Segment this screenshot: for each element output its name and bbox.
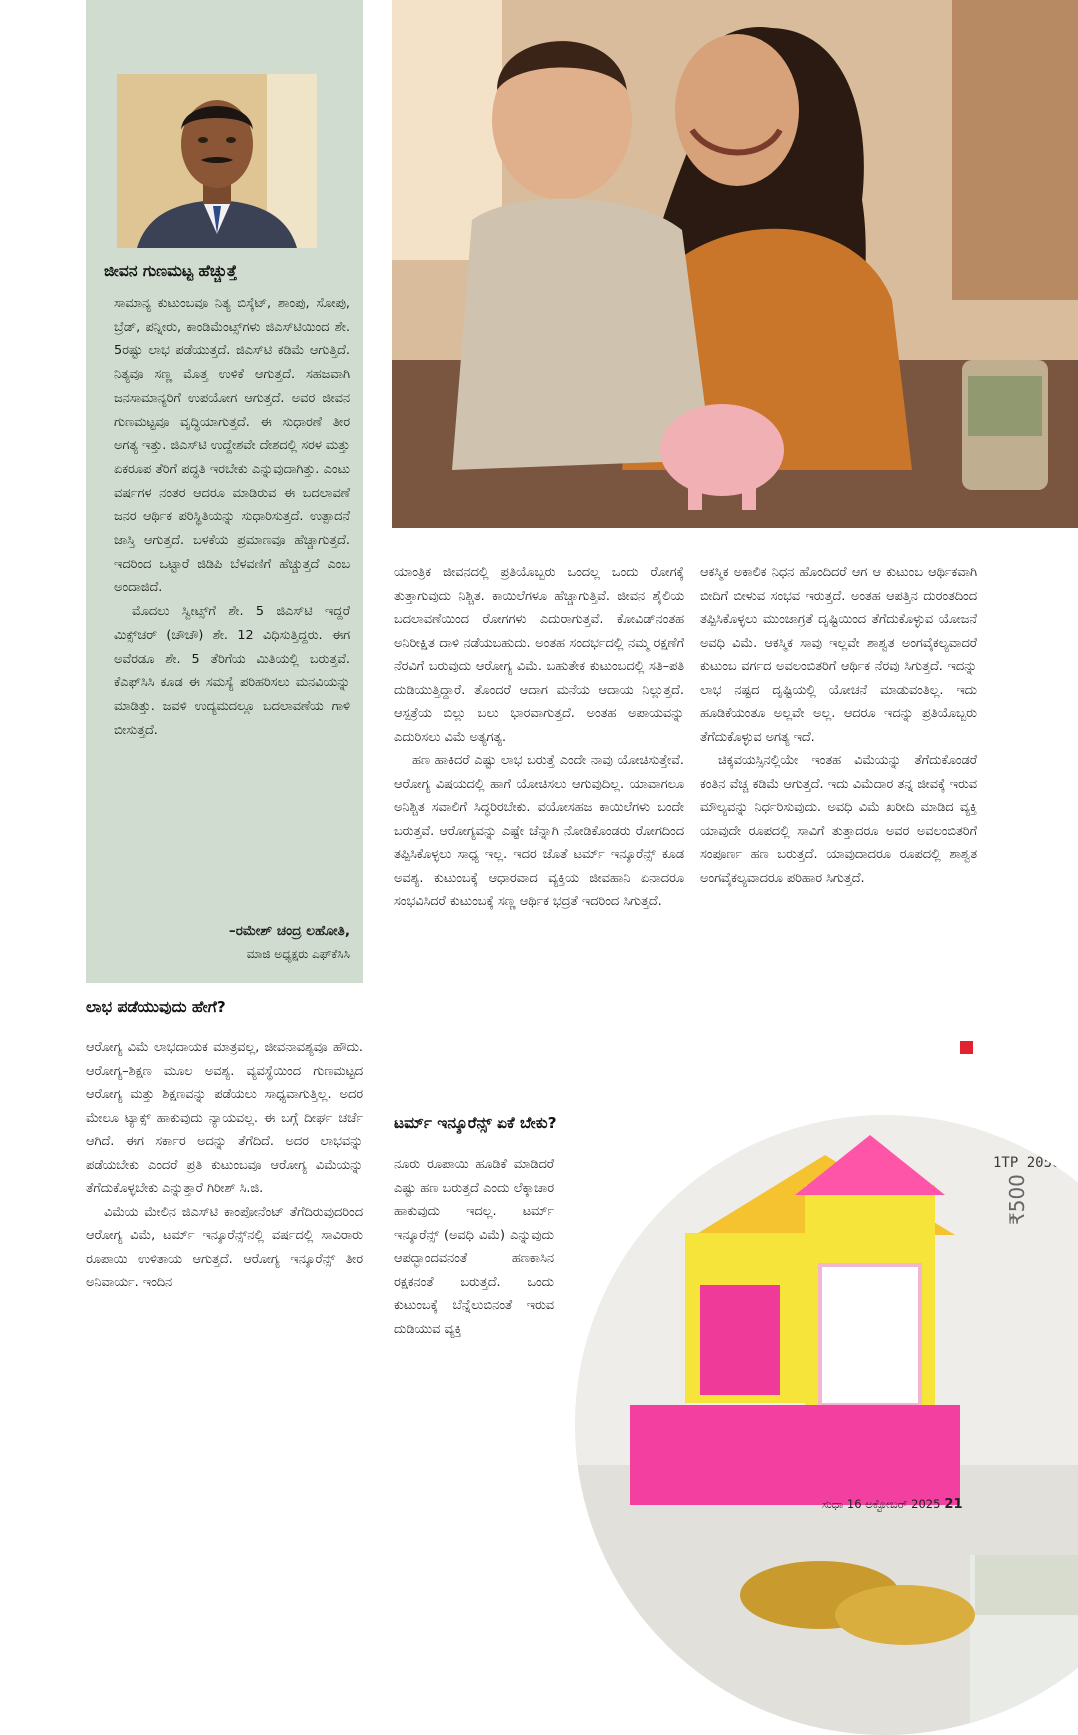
author-designation: ಮಾಜಿ ಅಧ್ಯಕ್ಷರು ಎಫ್‌ಕೆಸಿಸಿ [246, 947, 350, 961]
toy-house-photo [575, 1115, 1078, 1735]
section1-body [86, 1036, 363, 1295]
column3-paragraph: ಚಿಕ್ಕವಯಸ್ಸಿನಲ್ಲಿಯೇ ಇಂತಹ ವಿಮೆಯನ್ನು ತೆಗೆದುಕೊಂಡರೆ ಕಂತಿನ ವೆಚ್ಚ ಕಡಿಮೆ ಆಗುತ್ತದೆ. ಇದು ವಿಮೆದಾರ ತನ್ನ ಜೀವಕ್ಕೆ ಇರುವ ಮೌಲ್ಯವನ್ನು ನಿರ್ಧರಿಸುವುದು. ಅವಧಿ ವಿಮೆ ಖರೀದಿ ಮಾಡಿದ ವ್ಯಕ್ತಿ ಯಾವುದೇ ರೂಪದಲ್ಲಿ ಸಾವಿಗೆ ತುತ್ತಾದರೂ ಅವರ ಅವಲಂಬಿತರಿಗೆ ಸಂಪೂರ್ಣ ಹಣ ಬರುತ್ತದೆ. ಯಾವುದಾದರೂ ರೂಪದಲ್ಲಿ ಶಾಶ್ವತ ಅಂಗವೈಕಲ್ಯವಾದರೂ ಪರಿಹಾರ ಸಿಗುತ್ತದೆ. [700, 753, 977, 886]
column2-paragraph: ಹಣ ಹಾಕಿದರೆ ಎಷ್ಟು ಲಾಭ ಬರುತ್ತೆ ಎಂದೇ ನಾವು ಯೋಚಿಸುತ್ತೇವೆ. ಆರೋಗ್ಯ ವಿಷಯದಲ್ಲಿ ಹಾಗೆ ಯೋಚಿಸಲು ಆಗುವುದಿಲ್ಲ. ಯಾವಾಗಲೂ ಅನಿಶ್ಚಿತ ಸವಾಲಿಗೆ ಸಿದ್ಧರಿರಬೇಕು. ವಯೋಸಹಜ ಕಾಯಿಲೆಗಳು ಬಂದೇ ಬರುತ್ತವೆ. ಆರೋಗ್ಯವನ್ನು ಎಷ್ಟೇ ಚೆನ್ನಾಗಿ ನೋಡಿಕೊಂಡರು ರೋಗದಿಂದ ತಪ್ಪಿಸಿಕೊಳ್ಳಲು ಸಾಧ್ಯ ಇಲ್ಲ. ಇದರ ಜೊತೆ ಟರ್ಮ್ ಇನ್ಶೂರೆನ್ಸ್ ಕೂಡ ಅವಶ್ಯ. ಕುಟುಂಬಕ್ಕೆ ಆಧಾರವಾದ ವ್ಯಕ್ತಿಯ ಜೀವಹಾನಿ ಏನಾದರೂ ಸಂಭವಿಸಿದರೆ ಕುಟುಂಬಕ್ಕೆ ಸಣ್ಣ ಆರ್ಥಿಕ ಭದ್ರತೆ ಇದರಿಂದ ಸಿಗುತ್ತದೆ. [394, 753, 684, 909]
banknote-denomination: ₹500 [1005, 1174, 1029, 1225]
page-folio [822, 1497, 963, 1512]
sidebar-body [114, 292, 350, 742]
section-heading-benefit: ಲಾಭ ಪಡೆಯುವುದು ಹೇಗೆ? [86, 998, 226, 1016]
column2-after-heading: ನೂರು ರೂಪಾಯಿ ಹೂಡಿಕೆ ಮಾಡಿದರೆ ಎಷ್ಟು ಹಣ ಬರುತ್ತದೆ ಎಂದು ಲೆಕ್ಕಾಚಾರ ಹಾಕುವುದು ಇದಲ್ಲ. ಟರ್ಮ್ ಇನ್ಶೂರೆನ್ಸ್ (ಅವಧಿ ವಿಮೆ) ಎನ್ನುವುದು ಆಪದ್ಭಾಂದವನಂತೆ ಹಣಕಾಸಿನ ರಕ್ಷಕನಂತೆ ಬರುತ್ತದೆ. ಒಂದು ಕುಟುಂಬಕ್ಕೆ ಬೆನ್ನೆಲುಬಿನಂತೆ ಇರುವ ದುಡಿಯುವ ವ್ಯಕ್ತಿ [394, 1157, 554, 1337]
mother-child-photo [392, 0, 1078, 528]
mother-child-piggy-bank-icon [392, 0, 1078, 528]
end-mark-square [960, 1041, 973, 1054]
author-portrait [117, 74, 317, 248]
section1-paragraph: ವಿಮೆಯ ಮೇಲಿನ ಜಿಎಸ್‌ಟಿ ಕಾಂಪೋನೆಂಟ್ ತೆಗೆದಿರುವುದರಿಂದ ಆರೋಗ್ಯ ವಿಮೆ, ಟರ್ಮ್ ಇನ್ಶೂರೆನ್ಸ್‌ನಲ್ಲಿ ವರ್ಷದಲ್ಲಿ ಸಾವಿರಾರು ರೂಪಾಯಿ ಉಳಿತಾಯ ಆಗುತ್ತದೆ. ಆರೋಗ್ಯ ಇನ್ಶೂರೆನ್ಸ್ ತೀರ ಅನಿವಾರ್ಯ. ಇಂದಿನ [86, 1204, 363, 1290]
page-number: 21 [944, 1497, 963, 1512]
banknote-serial: 1TP 20560 [993, 1155, 1069, 1171]
column3-body [700, 561, 977, 890]
column2-paragraph: ಯಾಂತ್ರಿಕ ಜೀವನದಲ್ಲಿ ಪ್ರತಿಯೊಬ್ಬರು ಒಂದಲ್ಲ ಒಂದು ರೋಗಕ್ಕೆ ತುತ್ತಾಗುವುದು ನಿಶ್ಚಿತ. ಕಾಯಿಲೆಗಳೂ ಹೆಚ್ಚಾಗುತ್ತಿವೆ. ಜೀವನ ಶೈಲಿಯ ಬದಲಾವಣೆಯಿಂದ ರೋಗಗಳು ಎದುರಾಗುತ್ತವೆ. ಕೋವಿಡ್‌ನಂತಹ ಅನಿರೀಕ್ಷಿತ ದಾಳಿ ನಡೆಯಬಹುದು. ಅಂತಹ ಸಂದರ್ಭದಲ್ಲಿ ನಮ್ಮ ರಕ್ಷಣೆಗೆ ನೆರವಿಗೆ ಬರುವುದು ಆರೋಗ್ಯ ವಿಮೆ. ಬಹುತೇಕ ಕುಟುಂಬದಲ್ಲಿ ಸತಿ–ಪತಿ ದುಡಿಯುತ್ತಿದ್ದಾರೆ. ತೊಂದರೆ ಆದಾಗ ಮನೆಯ ಆದಾಯ ನಿಲ್ಲುತ್ತದೆ. ಆಸ್ಪತ್ರೆಯ ಬಿಲ್ಲು ಬಲು ಭಾರವಾಗುತ್ತದೆ. ಅಂತಹ ಅಪಾಯವನ್ನು ಎದುರಿಸಲು ವಿಮೆ ಅತ್ಯಗತ್ಯ. [394, 565, 684, 745]
man-portrait-icon [117, 74, 317, 248]
banknote-text: भारतीय रिज़र्व [1000, 1122, 1061, 1136]
column3-paragraph: ಆಕಸ್ಮಿಕ ಅಕಾಲಿಕ ನಿಧನ ಹೊಂದಿದರೆ ಆಗ ಆ ಕುಟುಂಬ ಆರ್ಥಿಕವಾಗಿ ಬೀದಿಗೆ ಬೀಳುವ ಸಂಭವ ಇರುತ್ತದೆ. ಅಂತಹ ಆಪತ್ತಿನ ದುರಂತದಿಂದ ತಪ್ಪಿಸಿಕೊಳ್ಳಲು ಮುಂಜಾಗ್ರತೆ ದೃಷ್ಟಿಯಿಂದ ತೆಗೆದುಕೊಳ್ಳುವ ಯೋಜನೆ ಅವಧಿ ವಿಮೆ. ಆಕಸ್ಮಿಕ ಸಾವು ಇಲ್ಲವೇ ಶಾಶ್ವತ ಅಂಗವೈಕಲ್ಯವಾದರೆ ಕುಟುಂಬ ವರ್ಗದ ಅವಲಂಬಿತರಿಗೆ ಆರ್ಥಿಕ ನೆರವು ಸಿಗುತ್ತದೆ. ಇದನ್ನು ಲಾಭ ನಷ್ಟದ ದೃಷ್ಟಿಯಲ್ಲಿ ಯೋಚನೆ ಮಾಡುವಂತಿಲ್ಲ. ಇದು ಹೂಡಿಕೆಯಂತೂ ಅಲ್ಲವೇ ಅಲ್ಲ. ಆದರೂ ಇದನ್ನು ಪ್ರತಿಯೊಬ್ಬರು ತೆಗೆದುಕೊಳ್ಳುವ ಅಗತ್ಯ ಇದೆ. [700, 565, 977, 745]
sidebar-paragraph: ಮೊದಲು ಸ್ವೀಟ್ಸ್‌ಗೆ ಶೇ. 5 ಜಿಎಸ್‌ಟಿ ಇದ್ದರೆ ಮಿಕ್ಸ್‌ಚರ್ (ಚೌಚೌ) ಶೇ. 12 ವಿಧಿಸುತ್ತಿದ್ದರು. ಈಗ ಅವೆರಡೂ ಶೇ. 5 ತೆರಿಗೆಯ ಮಿತಿಯಲ್ಲಿ ಬರುತ್ತವೆ. ಕೆಎಫ್‌ಸಿಸಿ ಕೂಡ ಈ ಸಮಸ್ಯೆ ಪರಿಹರಿಸಲು ಮನವಿಯನ್ನು ಮಾಡಿತ್ತು. ಜವಳಿ ಉದ್ಯಮದಲ್ಲೂ ಬದಲಾವಣೆಯ ಗಾಳಿ ಬೀಸುತ್ತದೆ. [114, 604, 350, 738]
section1-paragraph: ಆರೋಗ್ಯ ವಿಮೆ ಲಾಭದಾಯಕ ಮಾತ್ರವಲ್ಲ, ಜೀವನಾವಶ್ಯವೂ ಹೌದು. ಆರೋಗ್ಯ–ಶಿಕ್ಷಣ ಮೂಲ ಅವಶ್ಯ. ವ್ಯವಸ್ಥೆಯಿಂದ ಗುಣಮಟ್ಟದ ಆರೋಗ್ಯ ಮತ್ತು ಶಿಕ್ಷಣವನ್ನು ಪಡೆಯಲು ಸಾಧ್ಯವಾಗುತ್ತಿಲ್ಲ. ಅದರ ಮೇಲೂ ಟ್ಯಾಕ್ಸ್ ಹಾಕುವುದು ನ್ಯಾಯವಲ್ಲ. ಈ ಬಗ್ಗೆ ದೀರ್ಘ ಚರ್ಚೆ ಆಗಿದೆ. ಈಗ ಸರ್ಕಾರ ಅದನ್ನು ತೆಗೆದಿದೆ. ಅದರ ಲಾಭವನ್ನು ಪಡೆಯಬೇಕು ಎಂದರೆ ಪ್ರತಿ ಕುಟುಂಬವೂ ಆರೋಗ್ಯ ವಿಮೆಯನ್ನು ತೆಗೆದುಕೊಳ್ಳಬೇಕು ಎನ್ನುತ್ತಾರೆ ಗಿರೀಶ್ ಸಿ.ಜಿ. [86, 1040, 363, 1196]
section-heading-term-insurance: ಟರ್ಮ್ ಇನ್ಶೂರೆನ್ಸ್ ಏಕೆ ಬೇಕು? [394, 1114, 557, 1132]
sidebar-heading: ಜೀವನ ಗುಣಮಟ್ಟ ಹೆಚ್ಚುತ್ತೆ [104, 262, 238, 280]
sidebar-paragraph: ಸಾಮಾನ್ಯ ಕುಟುಂಬವೂ ನಿತ್ಯ ಬಿಸ್ಕೆಟ್, ಶಾಂಪು, ಸೋಪು, ಬ್ರೆಡ್, ಪನ್ನೀರು, ಕಾಂಡಿಮೆಂಟ್ಸ್‌ಗಳು ಜಿಎಸ್‌ಟಿಯಿಂದ ಶೇ. 5ರಷ್ಟು ಲಾಭ ಪಡೆಯುತ್ತದೆ. ಜಿಎಸ್‌ಟಿ ಕಡಿಮೆ ಆಗುತ್ತಿದೆ. ನಿತ್ಯವೂ ಸಣ್ಣ ಮೊತ್ತ ಉಳಿಕೆ ಆಗುತ್ತದೆ. ಸಹಜವಾಗಿ ಜನಸಾಮಾನ್ಯರಿಗೆ ಉಪಯೋಗ ಆಗುತ್ತದೆ. ಅವರ ಜೀವನ ಗುಣಮಟ್ಟವೂ ವೃದ್ಧಿಯಾಗುತ್ತದೆ. ಈ ಸುಧಾರಣೆ ತೀರ ಅಗತ್ಯ ಇತ್ತು. ಜಿಎಸ್‌ಟಿ ಉದ್ದೇಶವೇ ದೇಶದಲ್ಲಿ ಸರಳ ಮತ್ತು ಏಕರೂಪ ತೆರಿಗೆ ಪದ್ಧತಿ ಇರಬೇಕು ಎನ್ನುವುದಾಗಿತ್ತು. ಎಂಟು ವರ್ಷಗಳ ನಂತರ ಆದರೂ ಮಾಡಿರುವ ಈ ಬದಲಾವಣೆ ಜನರ ಆರ್ಥಿಕ ಪರಿಸ್ಥಿತಿಯನ್ನು ಸುಧಾರಿಸುತ್ತದೆ. ಉತ್ಪಾದನೆ ಜಾಸ್ತಿ ಆಗುತ್ತದೆ. ಬಳಕೆಯ ಪ್ರಮಾಣವೂ ಹೆಚ್ಚಾಗುತ್ತದೆ. ಇದರಿಂದ ಒಟ್ಟಾರೆ ಜಿಡಿಪಿ ಬೆಳವಣಿಗೆ ಹೆಚ್ಚುತ್ತದೆ ಎಂಬ ಅಂದಾಜಿದೆ. [114, 296, 350, 596]
author-name: –ರಮೇಶ್ ಚಂದ್ರ ಲಹೋತಿ, [228, 923, 350, 939]
magazine-date: ಸುಧಾ 16 ಅಕ್ಟೋಬರ್ 2025 [822, 1497, 941, 1511]
column2-body [394, 561, 684, 914]
toy-house-money-gold-icon [575, 1115, 1078, 1735]
